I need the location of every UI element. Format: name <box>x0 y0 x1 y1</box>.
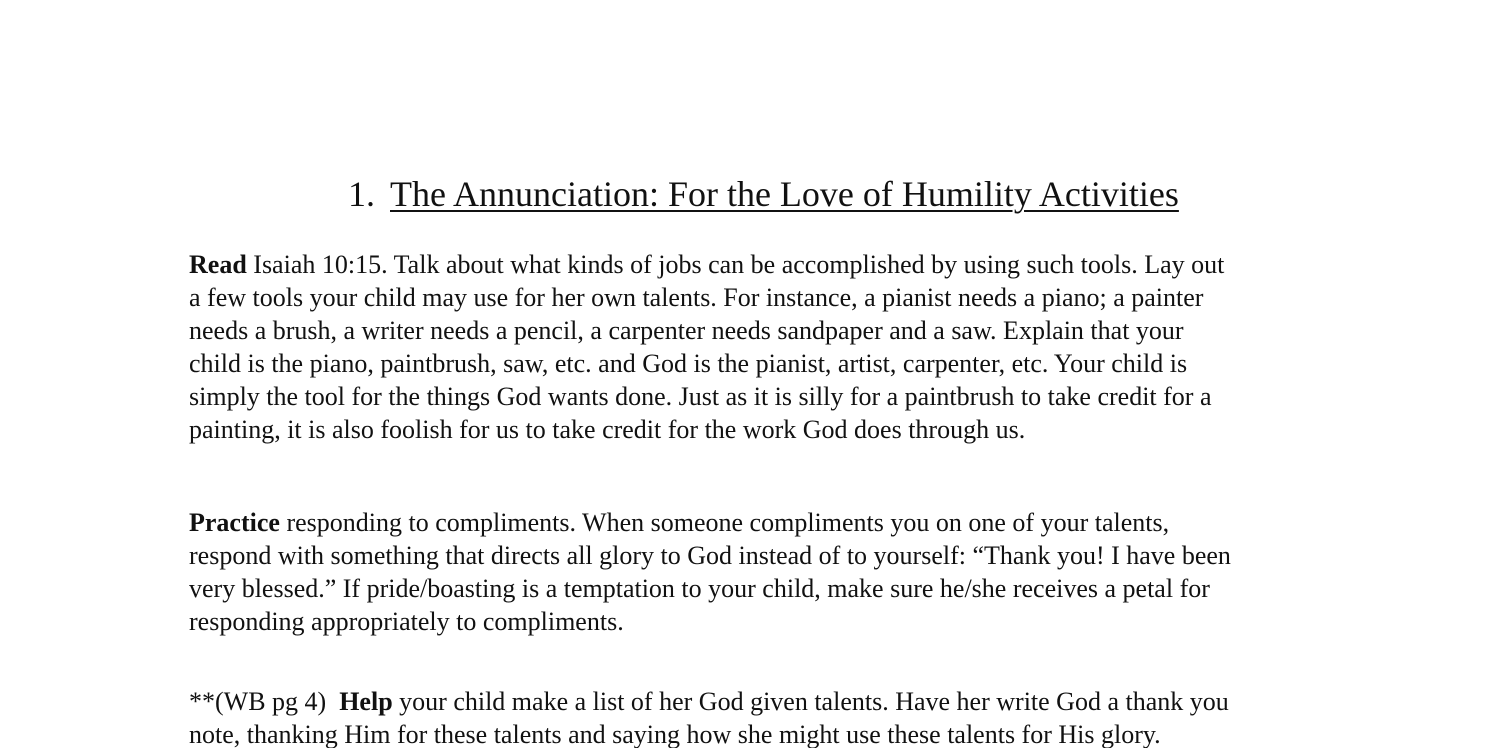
help-prefix: **(WB pg 4) <box>189 687 340 716</box>
title-text: The Annunciation: For the Love of Humility Activities <box>390 174 1179 214</box>
read-line-6: painting, it is also foolish for us to take credit for the work God does through us. <box>189 415 1026 444</box>
help-paragraph <box>189 685 1389 748</box>
read-line-4: child is the piano, paintbrush, saw, etc. and God is the pianist, artist, carpenter, etc. Your child is <box>189 349 1188 378</box>
read-line-1 <box>189 248 1389 281</box>
practice-line-2: respond with something that directs all glory to God instead of to yourself: “Thank you! I have been <box>189 541 1231 570</box>
practice-line-1 <box>189 506 1389 539</box>
help-line-1 <box>189 685 1389 718</box>
help-line-2: note, thanking Him for these talents and saying how she might use these talents for His glory. <box>189 720 1161 748</box>
practice-line-1-text: responding to compliments. When someone compliments you on one of your talents, <box>279 508 1170 537</box>
practice-line-3: very blessed.” If pride/boasting is a temptation to your child, make sure he/she receives a petal for <box>189 574 1210 603</box>
page-title <box>348 172 1179 216</box>
read-paragraph <box>189 248 1389 446</box>
read-line-2: a few tools your child may use for her own talents. For instance, a pianist needs a piano; a painter <box>189 283 1204 312</box>
practice-paragraph <box>189 506 1389 638</box>
read-line-1-text: Isaiah 10:15. Talk about what kinds of jobs can be accomplished by using such tools. Lay out <box>246 250 1225 279</box>
title-number: 1. <box>348 174 375 214</box>
read-lead: Read <box>189 250 247 279</box>
read-line-3: needs a brush, a writer needs a pencil, a carpenter needs sandpaper and a saw. Explain that your <box>189 316 1184 345</box>
help-line-1-text: your child make a list of her God given talents. Have her write God a thank you <box>392 687 1229 716</box>
practice-line-4: responding appropriately to compliments. <box>189 607 624 636</box>
practice-lead: Practice <box>189 508 280 537</box>
read-line-5: simply the tool for the things God wants done. Just as it is silly for a paintbrush to take credit for a <box>189 382 1212 411</box>
help-lead: Help <box>339 687 393 716</box>
